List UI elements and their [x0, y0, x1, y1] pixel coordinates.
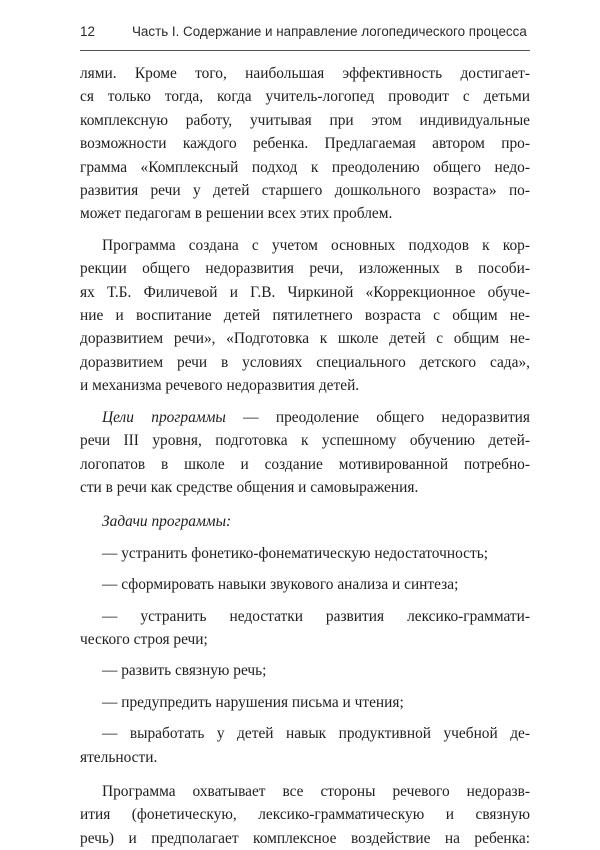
text-line: доразвитием речи в условиях специального детского сада»,: [80, 353, 530, 371]
text-line: доразвитием речи», «Подготовка к школе детей с общим не-: [80, 330, 530, 348]
tasks-label: Задачи программы:: [102, 513, 232, 531]
list-item-continuation: ятельности.: [80, 748, 158, 766]
text-line: ях Т.Б. Филичевой и Г.В. Чиркиной «Коррекционное обуче-: [80, 283, 530, 301]
goals-paragraph: [80, 406, 530, 500]
text-line: ние и воспитание детей пятилетнего возраста с общим не-: [80, 307, 530, 325]
text-line: может педагогам в решении всех этих проблем.: [80, 205, 393, 223]
running-title: Часть I. Содержание и направление логопедического процесса: [132, 24, 527, 39]
text-line: рекции общего недоразвития речи, изложенных в пособи-: [80, 260, 530, 278]
list-item: — сформировать навыки звукового анализа и синтеза;: [102, 576, 459, 594]
text-line: речи III уровня, подготовка к успешному обучению детей-: [80, 432, 530, 450]
text-line: и механизма речевого недоразвития детей.: [80, 377, 360, 395]
paragraph-final: [80, 780, 530, 850]
text-line: сти в речи как средстве общения и самовыражения.: [80, 478, 419, 496]
text-line: развития речи у детей старшего дошкольного возраста» по-: [80, 182, 530, 200]
list-item: — развить связную речь;: [102, 662, 267, 680]
paragraph-2: [80, 234, 530, 398]
text-line: ития (фонетическую, лексико-грамматическую и связную: [80, 806, 530, 824]
page-number: 12: [80, 24, 95, 39]
list-item: — устранить фонетико-фонематическую недостаточность;: [102, 544, 489, 562]
text-line: Программа создана с учетом основных подходов к кор-: [102, 236, 530, 254]
list-item: — предупредить нарушения письма и чтения;: [102, 693, 404, 711]
goals-text: — преодоление общего недоразвития: [225, 408, 530, 426]
list-item: — устранить недостатки развития лексико-граммати-: [102, 607, 530, 625]
tasks-list: [80, 510, 530, 769]
text-line: грамма «Комплексный подход к преодолению общего недо-: [80, 158, 530, 176]
header-rule: [80, 50, 530, 51]
goals-label: Цели программы: [102, 408, 226, 426]
text-line: [80, 406, 530, 429]
paragraph-1: [80, 62, 530, 226]
running-head: [80, 24, 530, 39]
list-item: — выработать у детей навык продуктивной учебной де-: [102, 725, 530, 743]
text-line: возможности каждого ребенка. Предлагаемая автором про-: [80, 135, 530, 153]
text-line: комплексную работу, учитывая при этом индивидуальные: [80, 111, 530, 129]
text-line: Программа охватывает все стороны речевого недоразв-: [102, 782, 530, 800]
text-line: лями. Кроме того, наибольшая эффективность достигает-: [80, 65, 530, 82]
list-item-continuation: ческого строя речи;: [80, 630, 208, 648]
text-line: речь) и предполагает комплексное воздействие на ребенка:: [80, 829, 530, 847]
text-line: логопатов в школе и создание мотивированной потребно-: [80, 455, 530, 473]
text-line: ся только тогда, когда учитель-логопед проводит с детьми: [80, 88, 530, 106]
body-text: [80, 62, 530, 850]
